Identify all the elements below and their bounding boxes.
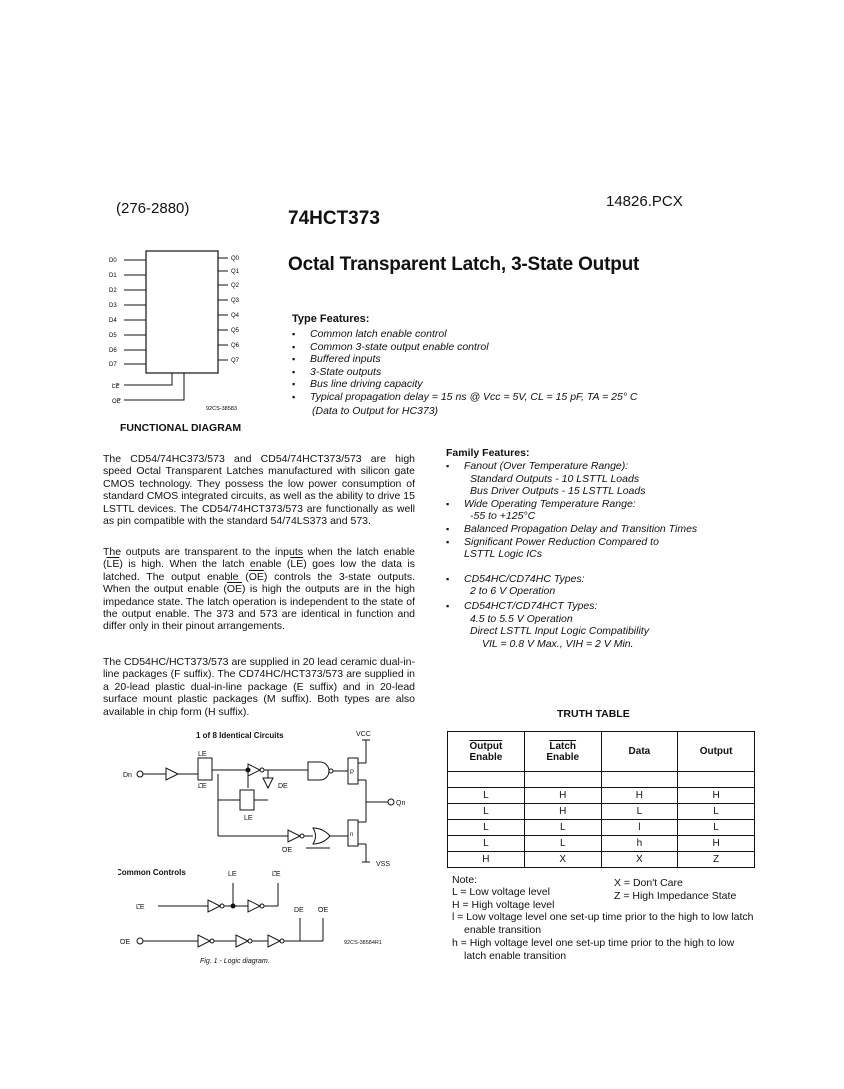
logic-diagram-title: 1 of 8 Identical Circuits [196, 731, 284, 740]
truth-table-notes-left: L = Low voltage level H = High voltage level [452, 886, 555, 911]
list-item: ▪ Common latch enable control [292, 328, 692, 341]
output-label: Q3 [231, 298, 240, 304]
table-row: L H L L [448, 804, 755, 820]
output-label: Q7 [231, 358, 240, 364]
logic-diagram-code: 92CS-38584R1 [344, 940, 382, 946]
input-label: D1 [109, 273, 117, 279]
le-bar-label: LE [198, 783, 207, 790]
qn-label: Qn [396, 800, 406, 807]
input-label: D7 [109, 362, 117, 368]
oe-label: OE [282, 847, 293, 854]
table-row: H X X Z [448, 852, 755, 868]
le-pin-label: LE [112, 384, 120, 390]
truth-table-notes-long: l = Low voltage level one set-up time prior to the high to low latch enable transition h = High voltage level one set-up time prior to the high to low latch enable transition [452, 911, 754, 962]
list-item: ▪ CD54HC/CD74HC Types: 2 to 6 V Operation [446, 573, 796, 598]
le-input-label: LE [136, 904, 145, 911]
type-features-note: (Data to Output for HC373) [312, 405, 439, 417]
table-row: L H H H [448, 788, 755, 804]
file-name: 14826.PCX [606, 193, 683, 210]
le-signal: $\overline{LE}$ [290, 558, 304, 571]
logic-diagram-svg [118, 728, 418, 968]
functional-diagram-code: 92CS-38583 [206, 406, 237, 412]
input-label: D4 [109, 318, 117, 324]
description-paragraph-2: The outputs are transparent to the inputs when the latch enable $(\overline{LE})$ is high. When the latch enable $(\overline{LE})$ goes low the data is latched. The output enable $(\overline{OE})$ controls the 3-state outputs. When the output enable $(\overline{OE})$ is high the outputs are in the high impedance state. The latch operation is independent to the state of the output enable. The 373 and 573 are identical in function and differ only in their pinout arrangements. [103, 546, 416, 633]
list-item: ▪ Common 3-state output enable control [292, 341, 692, 354]
input-label: D5 [109, 333, 117, 339]
oe-input-label: OE [120, 939, 131, 946]
header-data: Data [601, 732, 678, 772]
description-paragraph-1: The CD54/74HC373/573 and CD54/74HCT373/573 are high speed Octal Transparent Latches manufactured with silicon gate CMOS technology. They possess the low power consumption of standard CMOS integrated circuits, as well as the ability to drive 15 LSTTL devices. The CD54/74HCT373/573 are functionally as well as pin compatible with the standard 54/74LS373 and 573. [103, 453, 415, 528]
list-item: ▪ Fanout (Over Temperature Range): Standard Outputs - 10 LSTTL Loads Bus Driver Outputs - 15 LSTTL Loads [446, 460, 796, 498]
table-header-row [448, 732, 755, 772]
n-label: n [350, 832, 354, 838]
output-label: Q5 [231, 328, 240, 334]
truth-table-title: TRUTH TABLE [557, 708, 630, 720]
output-label: Q2 [231, 283, 240, 289]
vcc-label: VCC [356, 731, 371, 738]
list-item: ▪ Significant Power Reduction Compared to LSTTL Logic ICs [446, 536, 796, 561]
le-feedback-label: LE [244, 815, 253, 822]
output-label: Q4 [231, 313, 240, 319]
de-common-label: DE [294, 907, 304, 914]
header-output: Output [678, 732, 755, 772]
le-label: LE [198, 751, 207, 758]
functional-diagram-svg [106, 248, 286, 418]
list-item: ▪ CD54HCT/CD74HCT Types: 4.5 to 5.5 V Operation Direct LSTTL Input Logic Compatibility VIL = 0.8 V Max., VIH = 2 V Min. [446, 600, 796, 650]
header-output-enable: Output Enable [448, 732, 525, 772]
functional-diagram [106, 248, 286, 418]
input-label: D2 [109, 288, 117, 294]
oe-common-label: OE [318, 907, 329, 914]
catalog-number: (276-2880) [116, 200, 190, 217]
type-features-list [292, 328, 692, 404]
list-item: ▪ Typical propagation delay = 15 ns @ Vcc = 5V, CL = 15 pF, TA = 25° C [292, 391, 692, 404]
le-signal: $\overline{LE}$ [106, 558, 120, 571]
input-label: D6 [109, 348, 117, 354]
output-label: Q0 [231, 256, 240, 262]
common-controls-label: Common Controls [118, 868, 186, 877]
list-item: ▪ Buffered inputs [292, 353, 692, 366]
oe-pin-label: OE [112, 399, 121, 405]
vss-label: VSS [376, 861, 391, 868]
oe-signal: $\overline{OE}$ [226, 583, 243, 596]
input-label: D3 [109, 303, 117, 309]
dn-label: Dn [123, 772, 132, 779]
list-item: ▪ Bus line driving capacity [292, 378, 692, 391]
truth-table-notes-right: X = Don't Care Z = High Impedance State [614, 877, 737, 902]
family-features-heading: Family Features: [446, 447, 530, 459]
input-label: D0 [109, 258, 117, 264]
list-item: ▪ 3-State outputs [292, 366, 692, 379]
de-label: DE [278, 783, 288, 790]
truth-table-note-label: Note: [452, 874, 478, 886]
list-item: ▪ Wide Operating Temperature Range: -55 to +125°C [446, 498, 796, 523]
list-item: ▪ Balanced Propagation Delay and Transition Times [446, 523, 796, 536]
oe-signal: $\overline{OE}$ [248, 570, 264, 583]
le-bar-common-label: LE [272, 871, 281, 878]
header-latch-enable: Latch Enable [524, 732, 601, 772]
family-features-list [446, 460, 796, 650]
logic-diagram-caption: Fig. 1 - Logic diagram. [200, 958, 270, 965]
output-label: Q6 [231, 343, 240, 349]
le-common-label: LE [228, 871, 237, 878]
logic-diagram [118, 728, 418, 968]
functional-diagram-caption: FUNCTIONAL DIAGRAM [120, 422, 242, 434]
p-label: P [350, 770, 355, 776]
output-label: Q1 [231, 269, 240, 275]
description-paragraph-3: The CD54HC/HCT373/573 are supplied in 20 lead ceramic dual-in-line packages (F suffix). The CD74HC/HCT373/573 are supplied in a 20-lead plastic dual-in-line package (E suffix) and in 20-lead surface mount plastic packages (M suffix). Both types are also available in chip form (H suffix). [103, 656, 415, 718]
table-row: L L h H [448, 836, 755, 852]
truth-table [447, 731, 755, 868]
part-number: 74HCT373 [288, 208, 380, 229]
type-features-heading: Type Features: [292, 313, 370, 325]
page-title: Octal Transparent Latch, 3-State Output [288, 254, 640, 275]
table-row: L L l L [448, 820, 755, 836]
